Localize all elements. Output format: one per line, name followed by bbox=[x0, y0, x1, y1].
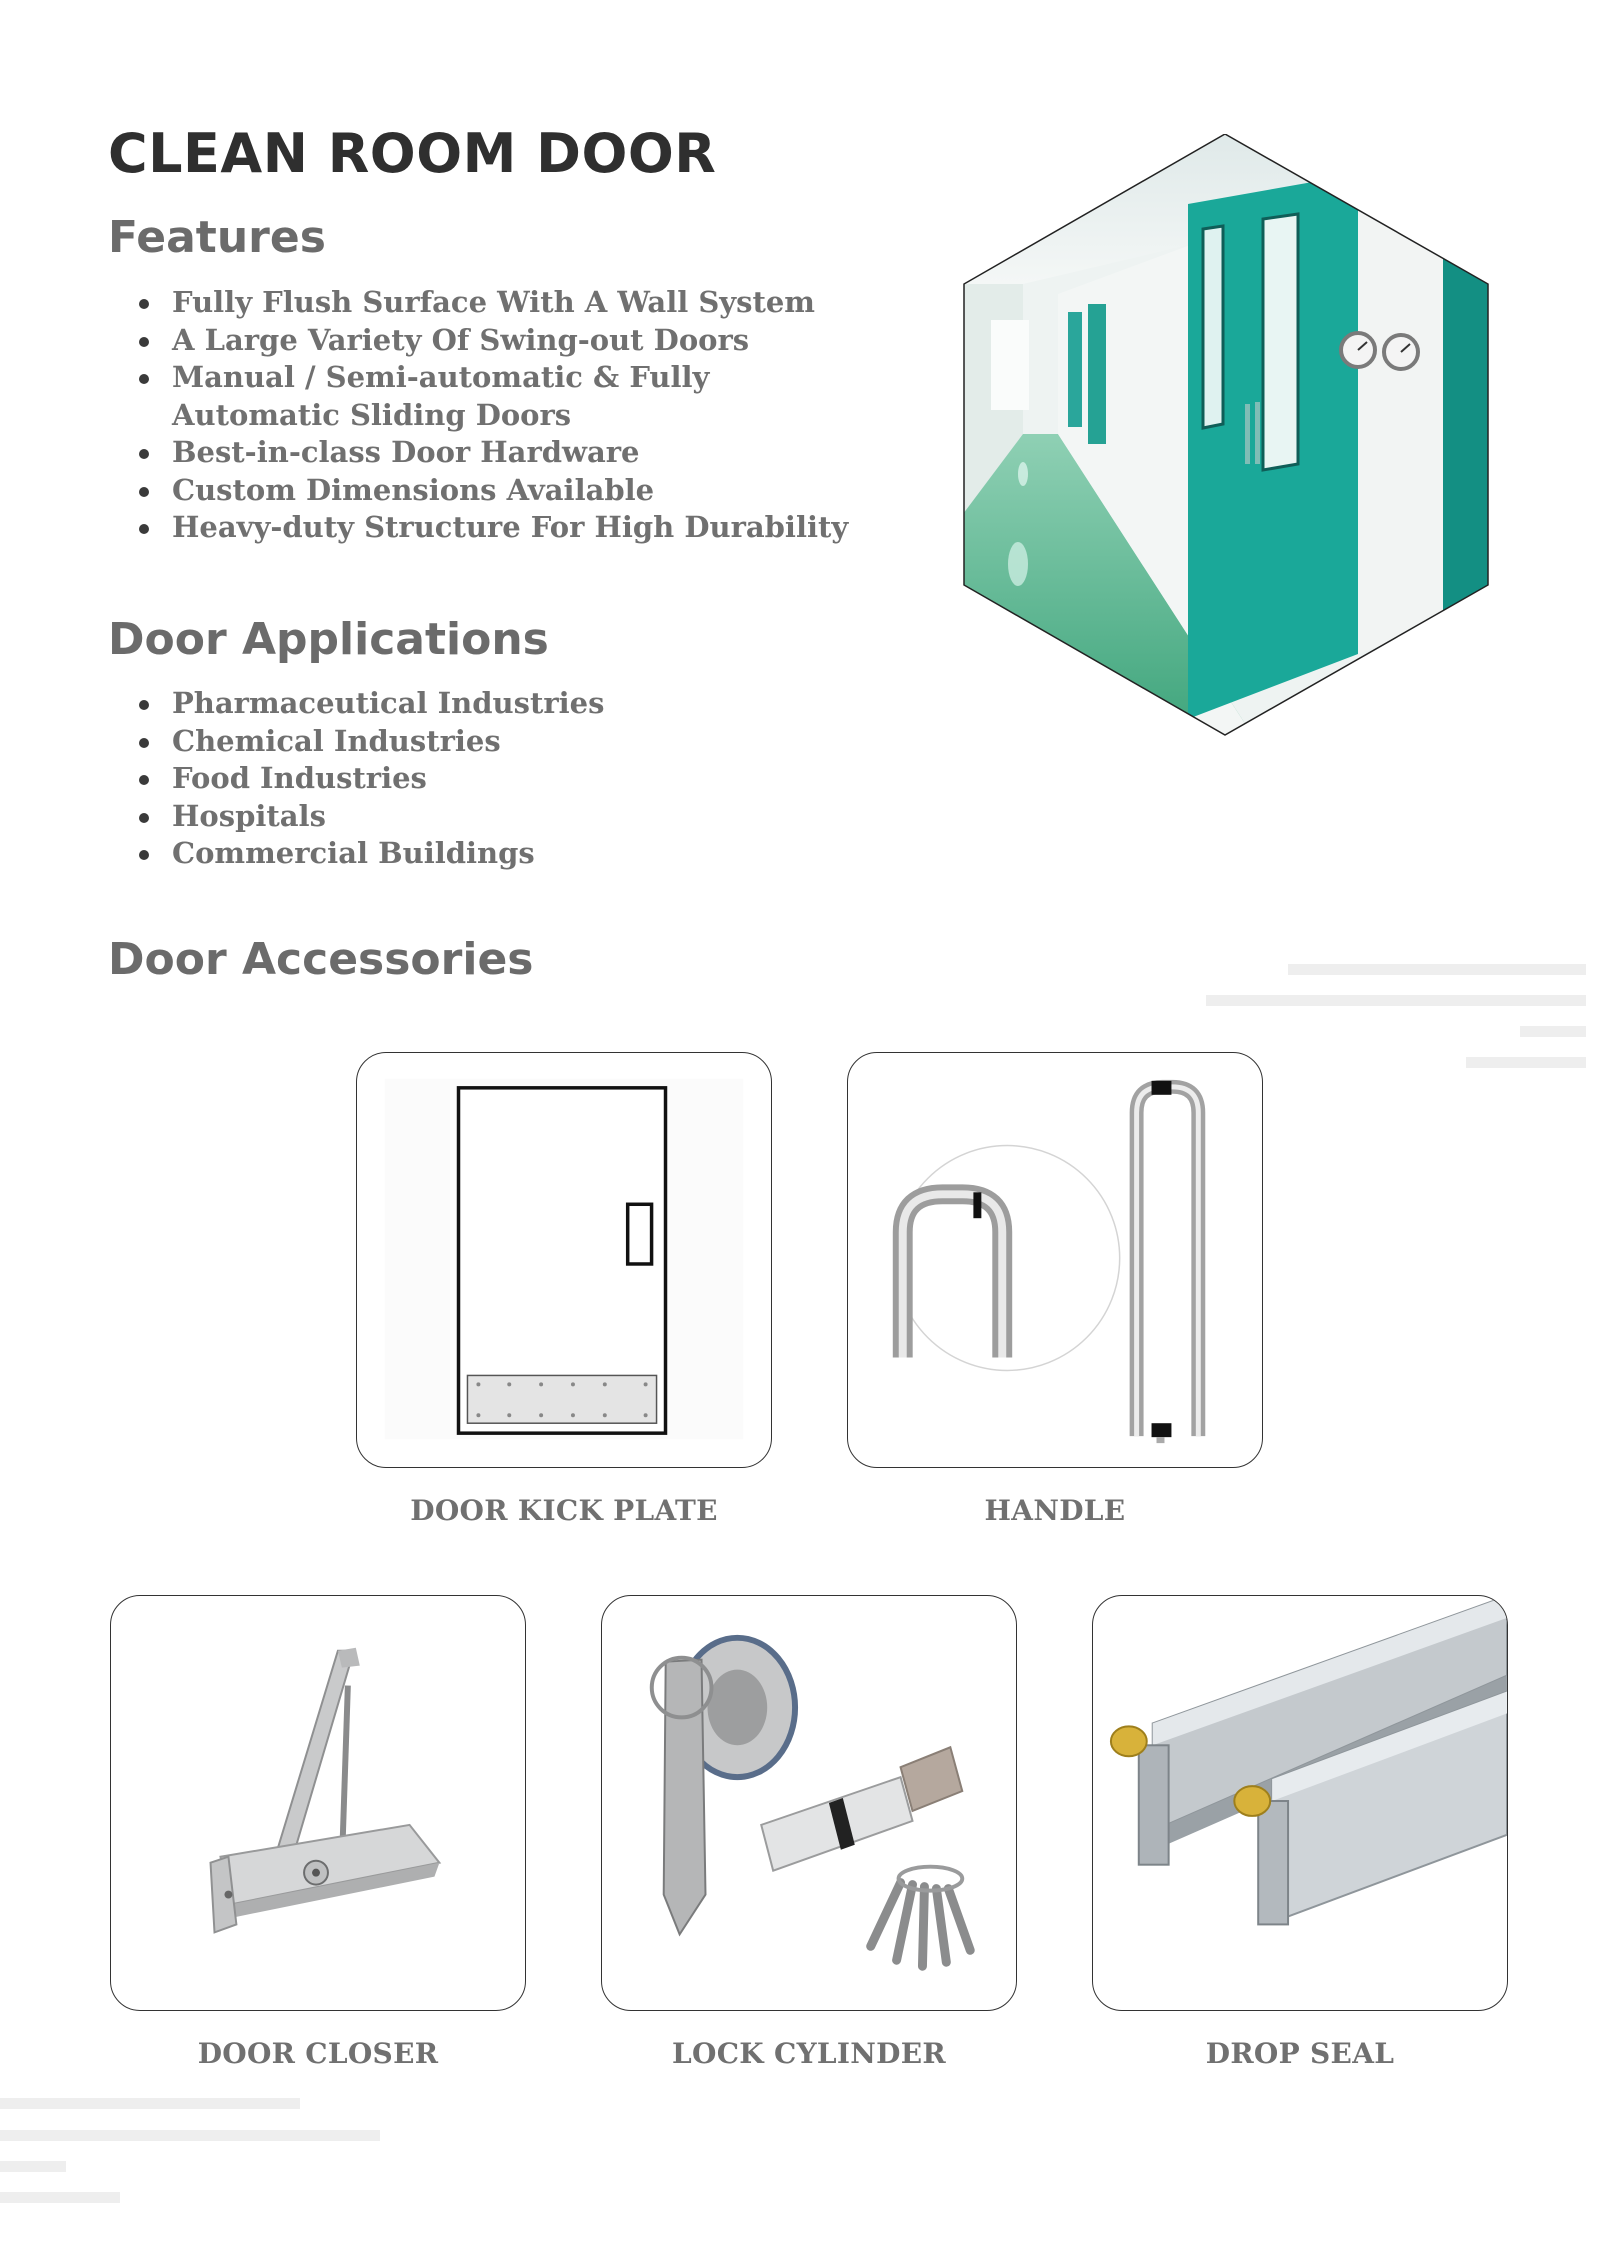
caption-kick-plate: DOOR KICK PLATE bbox=[410, 1494, 718, 1527]
decorative-stripe bbox=[0, 2161, 66, 2172]
features-list bbox=[108, 284, 932, 547]
list-item: Chemical Industries bbox=[172, 723, 932, 761]
lock-cylinder-icon bbox=[602, 1596, 1016, 2010]
door-kick-plate-icon bbox=[357, 1053, 771, 1467]
decorative-stripe bbox=[0, 2192, 120, 2203]
decorative-stripe bbox=[0, 2098, 300, 2109]
list-item: Best-in-class Door Hardware bbox=[172, 434, 932, 472]
decorative-stripe bbox=[1206, 995, 1586, 1006]
features-heading: Features bbox=[108, 212, 326, 263]
list-item: Hospitals bbox=[172, 798, 932, 836]
decorative-stripe bbox=[1520, 1026, 1586, 1037]
list-item: Food Industries bbox=[172, 760, 932, 798]
caption-lock-cylinder: LOCK CYLINDER bbox=[672, 2037, 946, 2070]
accessory-card-kick-plate bbox=[356, 1052, 772, 1468]
list-item: Manual / Semi-automatic & Fully Automatic Sliding Doors bbox=[172, 359, 792, 434]
accessory-card-drop-seal bbox=[1092, 1595, 1508, 2011]
caption-door-closer: DOOR CLOSER bbox=[197, 2037, 439, 2070]
pull-handle-icon bbox=[848, 1053, 1262, 1467]
list-item: Pharmaceutical Industries bbox=[172, 685, 932, 723]
list-item: Fully Flush Surface With A Wall System bbox=[172, 284, 932, 322]
decorative-stripe bbox=[1466, 1057, 1586, 1068]
decorative-stripe bbox=[0, 2130, 380, 2141]
list-item: A Large Variety Of Swing-out Doors bbox=[172, 322, 932, 360]
accessory-card-door-closer bbox=[110, 1595, 526, 2011]
accessories-heading: Door Accessories bbox=[108, 934, 534, 985]
list-item: Heavy-duty Structure For High Durability bbox=[172, 509, 932, 547]
page-title: CLEAN ROOM DOOR bbox=[108, 122, 717, 185]
decorative-stripe bbox=[1288, 964, 1586, 975]
drop-seal-icon bbox=[1093, 1596, 1507, 2010]
accessory-card-handle bbox=[847, 1052, 1263, 1468]
door-closer-icon bbox=[111, 1596, 525, 2010]
applications-heading: Door Applications bbox=[108, 614, 549, 665]
list-item: Commercial Buildings bbox=[172, 835, 932, 873]
accessory-card-lock-cylinder bbox=[601, 1595, 1017, 2011]
clean-room-corridor-image bbox=[963, 134, 1489, 736]
caption-drop-seal: DROP SEAL bbox=[1205, 2037, 1395, 2070]
applications-list bbox=[108, 685, 932, 873]
caption-handle: HANDLE bbox=[984, 1494, 1126, 1527]
list-item: Custom Dimensions Available bbox=[172, 472, 932, 510]
